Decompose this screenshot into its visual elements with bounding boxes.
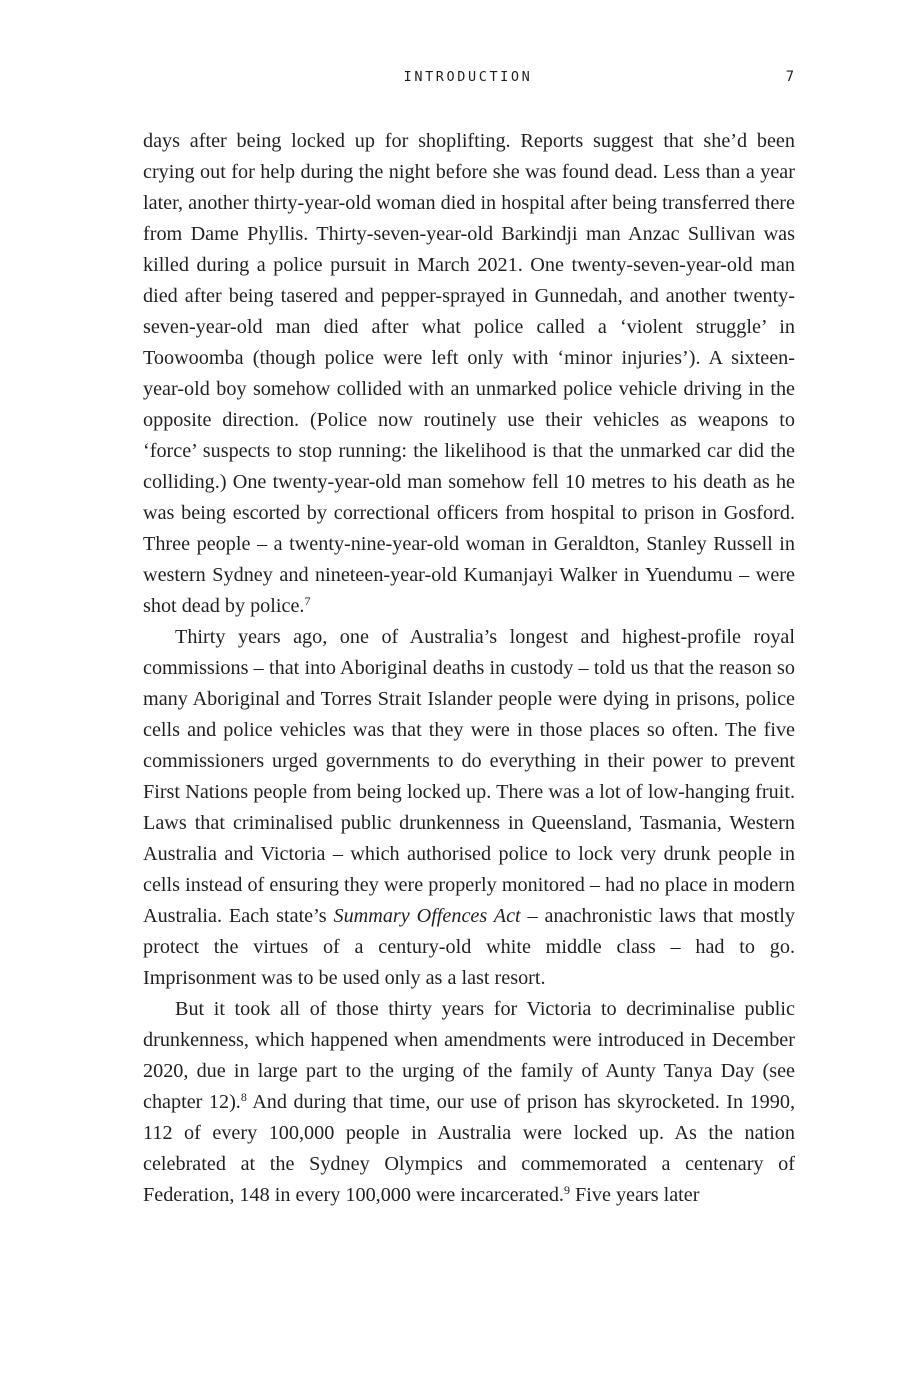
paragraph-1: [143, 126, 795, 622]
paragraph-3-text-c: Five years later: [569, 1184, 700, 1206]
paragraph-3-text-a: But it took all of those thirty years for Victoria to decriminalise public drunkenness, which happened when amendments were introduced in December 2020, due in large part to the urging of the family of Aunty Tanya Day (see chapter 12).: [143, 998, 795, 1113]
paragraph-2-text-b: – anachronistic laws that mostly protect the virtues of a century-old white middle class – had to go. Imprisonment was to be used only as a last resort.: [143, 905, 795, 989]
paragraph-1-text: days after being locked up for shoplifting. Reports suggest that she’d been crying out for help during the night before she was found dead. Less than a year later, another thirty-year-old woman died in hospital after being transferred there from Dame Phyllis. Thirty-seven-year-old Barkindji man Anzac Sullivan was killed during a police pursuit in March 2021. One twenty-seven-year-old man died after being tasered and pepper-sprayed in Gunnedah, and another twenty-seven-year-old man died after what police called a ‘violent struggle’ in Toowoomba (though police were left only with ‘minor injuries’). A sixteen-year-old boy somehow collided with an unmarked police vehicle driving in the opposite direction. (Police now routinely use their vehicles as weapons to ‘force’ suspects to stop running: the likelihood is that the unmarked car did the colliding.) One twenty-year-old man somehow fell 10 metres to his death as he was being escorted by correctional officers from hospital to prison in Gosford. Three people – a twenty-nine-year-old woman in Geraldton, Stanley Russell in western Sydney and nineteen-year-old Kumanjayi Walker in Yuendumu – were shot dead by police.: [143, 130, 795, 617]
paragraph-3-text-b: And during that time, our use of prison has skyrocketed. In 1990, 112 of every 100,000 people in Australia were locked up. As the nation celebrated at the Sydney Olympics and commemorated a centenary of Federation, 148 in every 100,000 were incarcerated.: [143, 1091, 795, 1206]
chapter-title: INTRODUCTION: [403, 69, 533, 85]
act-title: Summary Offences Act: [333, 905, 521, 927]
paragraph-2-text-a: Thirty years ago, one of Australia’s longest and highest-profile royal commissions – that into Aboriginal deaths in custody – told us that the reason so many Aboriginal and Torres Strait Islander people were dying in prisons, police cells and police vehicles was that they were in those places so often. The five commissioners urged governments to do everything in their power to prevent First Nations people from being locked up. There was a lot of low-hanging fruit. Laws that criminalised public drunkenness in Queensland, Tasmania, Western Australia and Victoria – which authorised police to lock very drunk people in cells instead of ensuring they were properly monitored – had no place in modern Australia. Each state’s: [143, 626, 795, 927]
footnote-ref-7: 7: [304, 594, 311, 608]
body-text: [143, 126, 795, 1211]
running-header: [0, 66, 900, 88]
paragraph-3: [143, 994, 795, 1211]
footnote-ref-9: 9: [563, 1183, 570, 1197]
footnote-ref-8: 8: [240, 1090, 247, 1104]
paragraph-2: [143, 622, 795, 994]
page-number: 7: [785, 69, 794, 85]
